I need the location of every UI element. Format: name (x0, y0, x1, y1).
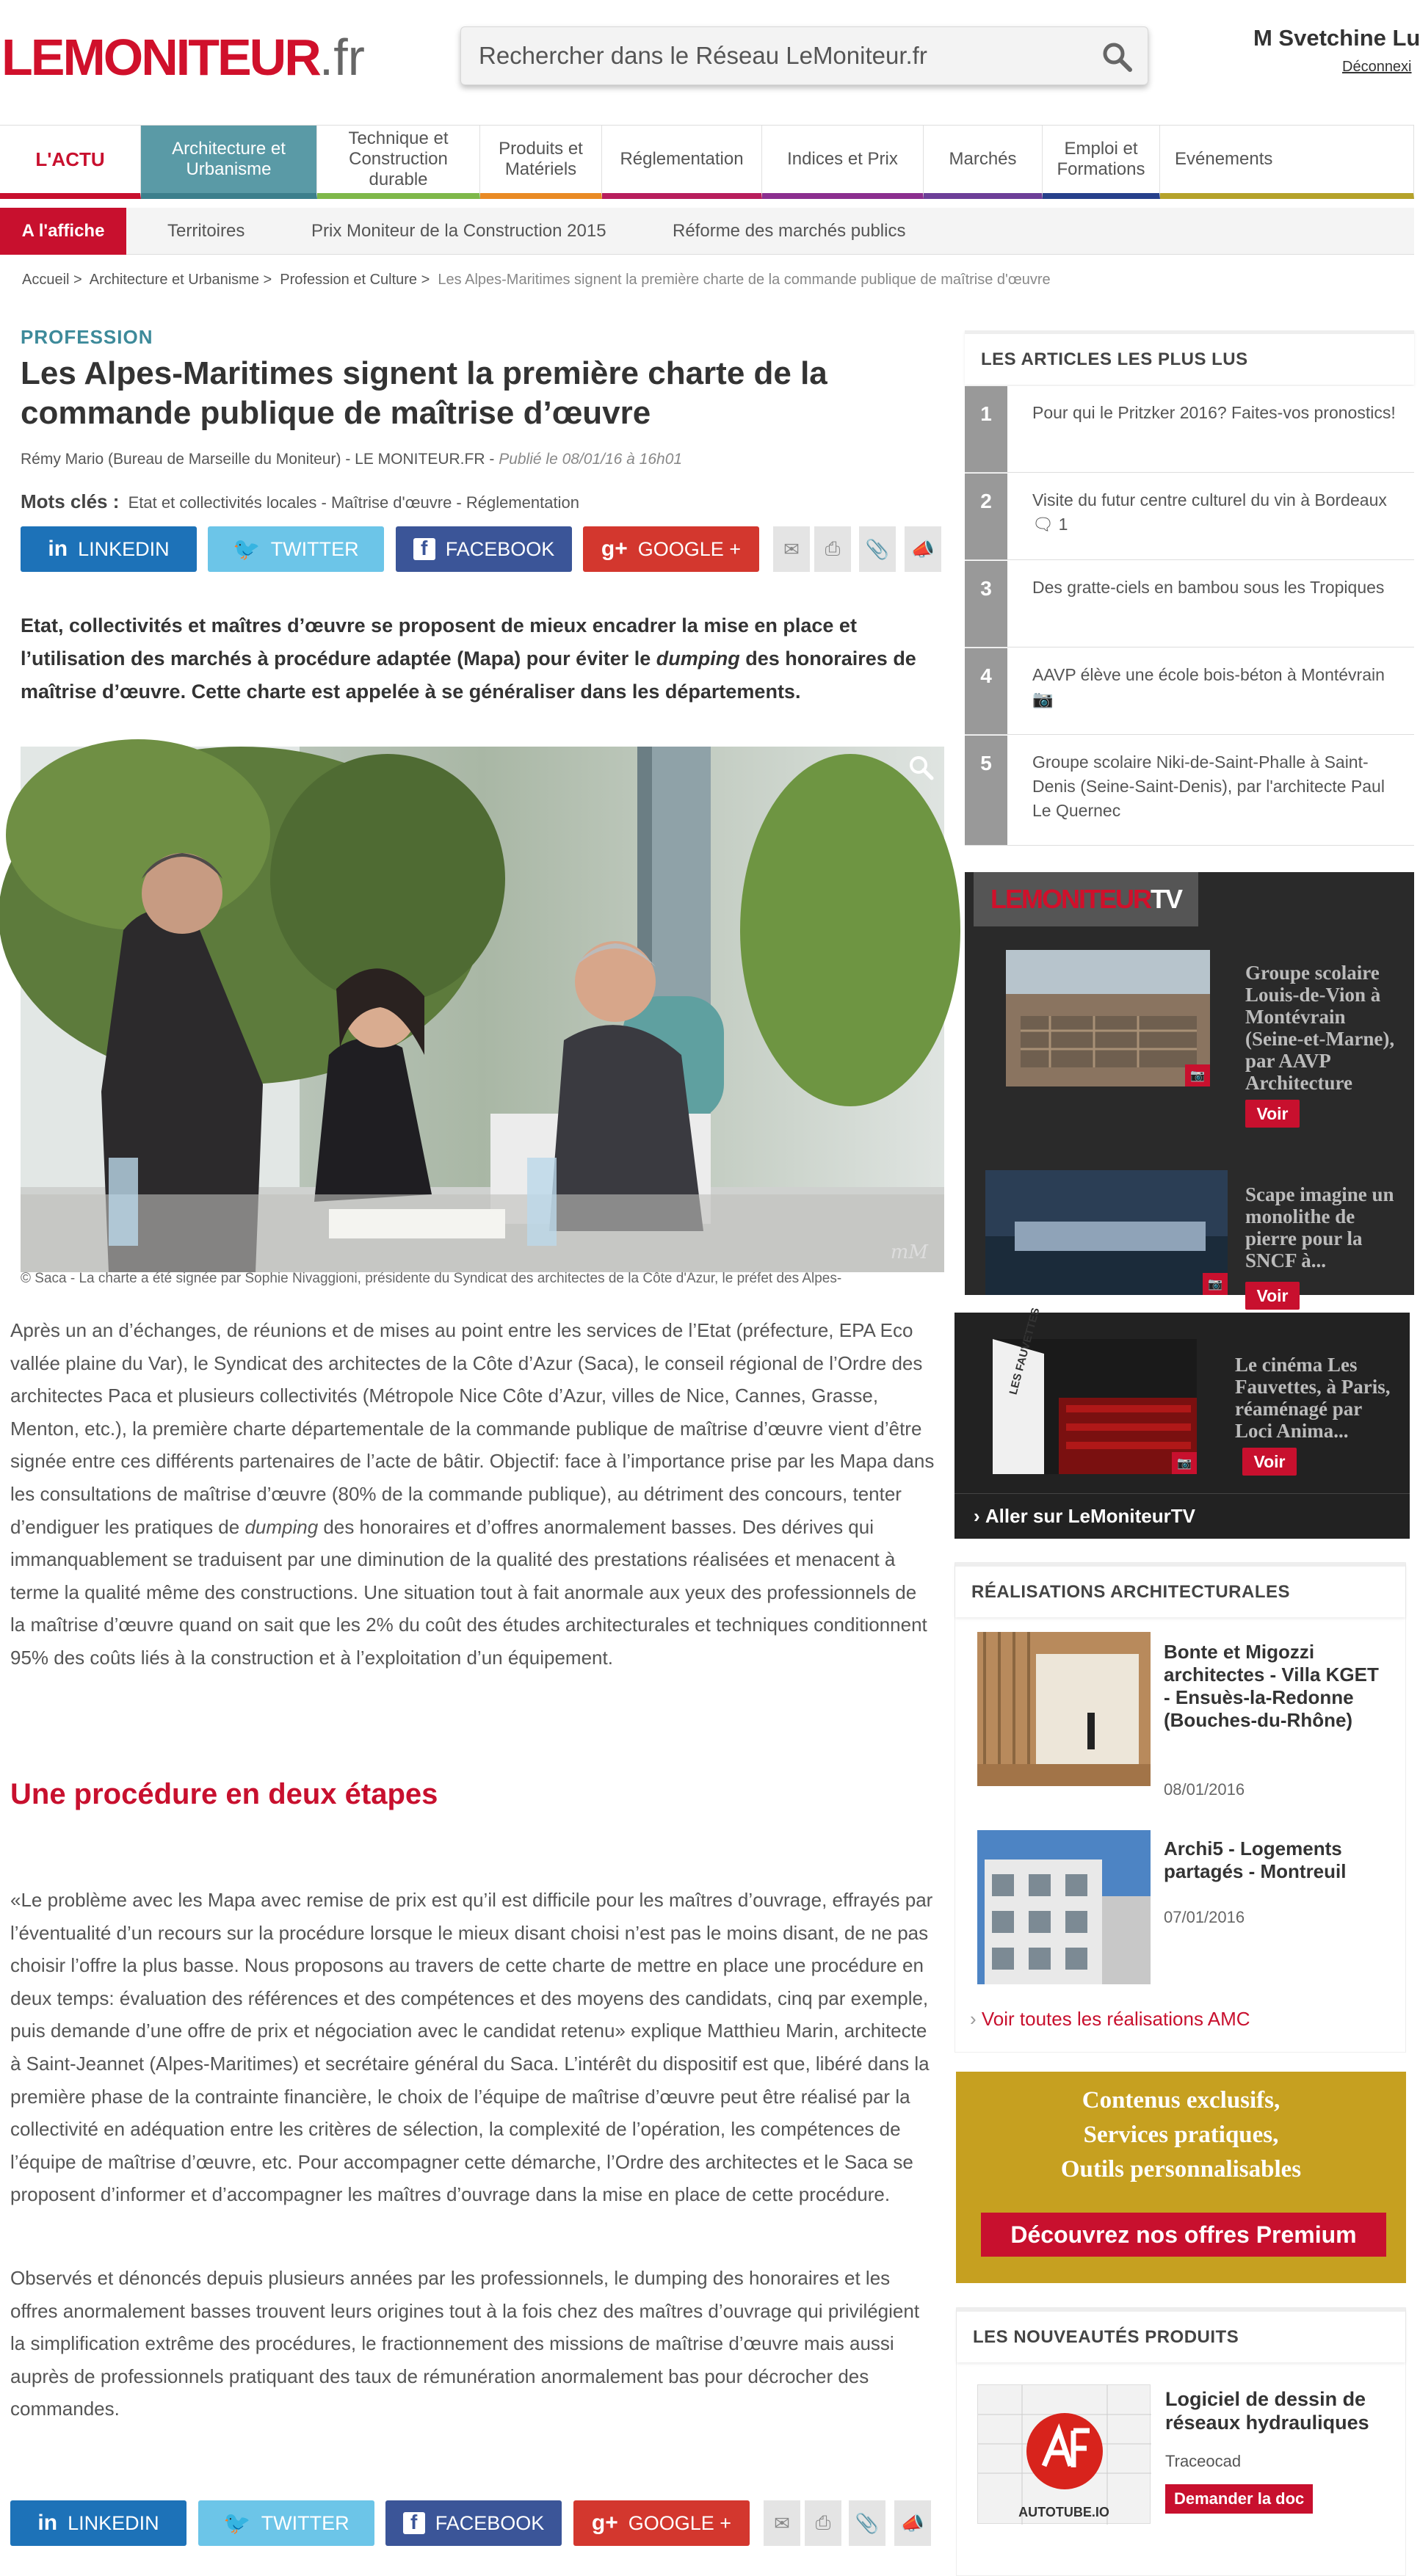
product-image[interactable] (977, 2384, 1151, 2524)
products-header: LES NOUVEAUTÉS PRODUITS (957, 2308, 1405, 2362)
tv-thumbnail[interactable] (1006, 950, 1210, 1086)
article-paragraph: Observés et dénoncés depuis plusieurs années par les professionnels, le dumping des honoraires et les offres anormalement basses trouvent leurs origines tout à la fois chez des maîtres d’ouvrage qui privilégient la simplification extrême des procédures, le fractionnement des missions de maîtrise d’œuvre mais aussi auprès de professionnels pratiquant des taux de rémunération anormalement bas pour décrocher des commandes. (10, 2267, 920, 2420)
megaphone-icon[interactable]: 📣 (905, 526, 941, 572)
nav-marches[interactable]: Marchés (924, 126, 1043, 199)
nav-technique[interactable]: Technique et Construction durable (317, 126, 480, 199)
most-read-text: AAVP élève une école bois-béton à Montévrain (1032, 665, 1385, 684)
nav-evenements[interactable]: Evénements (1160, 126, 1414, 199)
nav-produits[interactable]: Produits et Matériels (480, 126, 602, 199)
share-twitter-button[interactable] (208, 526, 384, 572)
rank-number: 1 (965, 386, 1007, 472)
subnav-territoires[interactable]: Territoires (167, 221, 245, 241)
rank-number: 3 (965, 561, 1007, 647)
tv-thumbnail[interactable] (985, 1170, 1228, 1295)
most-read-item[interactable] (965, 736, 1414, 846)
nav-indices[interactable]: Indices et Prix (762, 126, 924, 199)
products-box (956, 2307, 1406, 2576)
attach-icon[interactable]: 📎 (859, 526, 896, 572)
article-lede (21, 609, 931, 708)
realisation-title[interactable]: Bonte et Migozzi architectes - Villa KGET - Ensuès-la-Redonne (Bouches-du-Rhône) (1164, 1641, 1379, 1731)
tv-logo-suffix: TV (1150, 884, 1181, 914)
video-icon: 📷 (1203, 1273, 1228, 1295)
premium-text (956, 2083, 1406, 2187)
share-google-button[interactable] (583, 526, 759, 572)
tv-thumbnail[interactable] (993, 1306, 1197, 1474)
most-read-title (1032, 488, 1399, 537)
share-google-label: GOOGLE + (628, 2511, 732, 2534)
product-logo-text: AUTOTUBE.IO (1018, 2505, 1109, 2519)
nav-emploi[interactable]: Emploi et Formations (1043, 126, 1160, 199)
rank-number: 5 (965, 736, 1007, 845)
nav-actu[interactable]: L'ACTU (0, 126, 141, 199)
keywords-label: Mots clés : (21, 490, 120, 512)
keyword-link[interactable]: Maîtrise d'œuvre (330, 493, 452, 512)
premium-button[interactable]: Découvrez nos offres Premium (981, 2213, 1386, 2257)
paragraph-text: des honoraires et d’offres anormalement basses. Des dérives qui immanquablement se traduisent par une diminution de la qualité des prestations réalisées et menacent à terme la qualité même des constructions. Une situation tout à fait anormale aux yeux des professionnels de la maîtrise d’œuvre quand on sait que les 2% du coût des études architecturales et techniques conditionnent 95% des coûts liés à la construction et à l’exploitation d’un équipement. (10, 1515, 927, 1669)
premium-banner[interactable] (956, 2072, 1406, 2283)
linkedin-icon: in (37, 2511, 58, 2535)
breadcrumb-architecture[interactable]: Architecture et Urbanisme (89, 272, 259, 288)
realisation-title[interactable]: Archi5 - Logements partagés - Montreuil (1164, 1837, 1347, 1882)
linkedin-icon: in (48, 537, 68, 561)
video-icon: 📷 (1185, 1064, 1210, 1086)
share-facebook-label: FACEBOOK (445, 537, 555, 560)
keyword-link[interactable]: Etat et collectivités locales (128, 493, 317, 512)
article-paragraph: «Le problème avec les Mapa avec remise de prix est qu’il est difficile pour les maîtres d’ouvrage, effrayés par l’éventualité d’un recours sur la procédure lorsque le mieux disant choisi n’est pas le moins disant, de ne pas choisir l’offre la plus basse. Nous proposons au travers de cette charte de mettre en place une procédure en deux temps: évaluation des références et des compétences et des moyens des candidats, cinq par exemple, puis demande d’une offre de prix et négociation avec le candidat retenu» explique Matthieu Marin, architecte à Saint-Jeannet (Alpes-Maritimes) et secrétaire général du Saca. L’intérêt du dispositif est que, libéré dans la première phase de la contrainte financière, le choix de l’équipe de maîtrise d’œuvre peut être réalisé par la collectivité en adéquation entre les critères de sélection, la complexité de l’opération, les compétences de l’équipe de maîtrise d’œuvre, etc. Pour accompagner cette démarche, l’Ordre des architectes et le Saca se proposent d’informer et d’accompagner les maîtres d’ouvrage dans la mise en place de cette procédure. (10, 1889, 933, 2206)
realisation-image[interactable] (977, 1830, 1151, 1984)
share-linkedin-label: LINKEDIN (78, 537, 170, 560)
premium-line: Outils personnalisables (1060, 2156, 1302, 2183)
most-read-item[interactable] (965, 474, 1414, 560)
most-read-title: Groupe scolaire Niki-de-Saint-Phalle à Saint-Denis (Seine-Saint-Denis), par l'architecte Paul Le Quernec (1032, 752, 1385, 820)
twitter-icon: 🐦 (233, 537, 261, 562)
tv-voir-button[interactable]: Voir (1245, 1282, 1300, 1310)
video-icon: 📷 (1172, 1452, 1197, 1474)
realisations-box (954, 1562, 1406, 2053)
moniteur-tv-logo[interactable] (974, 872, 1198, 926)
keywords: Mots clés : Etat et collectivités locales - Maîtrise d'œuvre - Réglementation (21, 490, 579, 512)
tv-logo-main: LEMONITEUR (990, 884, 1151, 914)
share-twitter-label: TWITTER (270, 537, 359, 560)
breadcrumb: Accueil > Architecture et Urbanisme > Profession et Culture > Les Alpes-Maritimes signent la première charte de la commande publique de maîtrise d'œuvre (22, 272, 1051, 288)
keyword-link[interactable]: Réglementation (466, 493, 579, 512)
most-read-text: Visite du futur centre culturel du vin à Bordeaux (1032, 490, 1387, 509)
share-twitter-button[interactable] (198, 2500, 374, 2546)
realisation-date: 07/01/2016 (1164, 1908, 1245, 1926)
nav-reglementation[interactable]: Réglementation (602, 126, 762, 199)
lede-text: Etat, collectivités et maîtres d’œuvre se proposent de mieux encadrer la mise en place et l’utilisation des marchés à procédure adaptée (Mapa) pour éviter le (21, 614, 857, 670)
article-paragraph (10, 1314, 935, 1675)
site-logo[interactable] (1, 28, 365, 87)
tv-item-title[interactable]: Scape imagine un monolithe de pierre pour la SNCF à... (1245, 1183, 1394, 1271)
nav-architecture[interactable]: Architecture et Urbanisme (141, 126, 317, 199)
google-plus-icon: g+ (601, 537, 628, 561)
premium-line: Contenus exclusifs, (1082, 2087, 1280, 2114)
share-linkedin-button[interactable] (21, 526, 197, 572)
rank-number: 2 (965, 474, 1007, 559)
attach-icon[interactable]: 📎 (849, 2500, 885, 2546)
breadcrumb-current: Les Alpes-Maritimes signent la première charte de la commande publique de maîtrise d'œuvre (438, 272, 1051, 288)
breadcrumb-accueil[interactable]: Accueil (22, 272, 70, 288)
tv-item-title[interactable]: Groupe scolaire Louis-de-Vion à Montévrain (Seine-et-Marne), par AAVP Architecture (1245, 962, 1395, 1094)
share-facebook-button[interactable] (385, 2500, 562, 2546)
share-linkedin-button[interactable] (10, 2500, 186, 2546)
subnav-prix-moniteur[interactable]: Prix Moniteur de la Construction 2015 (311, 221, 606, 241)
tv-video-image (985, 1170, 1228, 1295)
realisation-image[interactable] (977, 1632, 1151, 1786)
chevron-right-icon: › (974, 1505, 985, 1527)
logo-tld: .fr (319, 29, 365, 86)
logo-main: LEMONITEUR (1, 29, 319, 86)
tv-video-image (1006, 950, 1210, 1086)
twitter-icon: 🐦 (223, 2511, 251, 2536)
share-google-button[interactable] (573, 2500, 750, 2546)
share-linkedin-label: LINKEDIN (68, 2511, 159, 2534)
most-read-title (1032, 663, 1399, 711)
realisation-photo (977, 1830, 1151, 1984)
comment-icon: 🗨 (1032, 515, 1054, 534)
article-photo[interactable] (21, 747, 944, 1272)
share-twitter-label: TWITTER (261, 2511, 349, 2534)
most-read-title: Pour qui le Pritzker 2016? Faites-vos pronostics! (1032, 403, 1396, 422)
realisation-photo (977, 1632, 1151, 1786)
chevron-right-icon: › (970, 2008, 982, 2030)
rank-number: 4 (965, 648, 1007, 734)
lede-emphasis: dumping (656, 647, 740, 670)
most-read-item[interactable] (965, 648, 1414, 735)
tv-voir-button[interactable]: Voir (1242, 1448, 1297, 1476)
photo-caption: © Saca - La charte a été signée par Sophie Nivaggioni, présidente du Syndicat des architectes de la Côte d'Azur, le préfet des Alpes- (21, 1271, 842, 1286)
facebook-icon: f (403, 2512, 425, 2534)
share-facebook-label: FACEBOOK (435, 2511, 545, 2534)
subnav-reforme[interactable]: Réforme des marchés publics (673, 221, 906, 241)
share-facebook-button[interactable] (396, 526, 572, 572)
article-author: Rémy Mario (Bureau de Marseille du Moniteur) - LE MONITEUR.FR (21, 451, 485, 468)
email-icon[interactable]: ✉ (773, 526, 810, 572)
share-google-label: GOOGLE + (637, 537, 742, 560)
tv-item-title[interactable]: Le cinéma Les Fauvettes, à Paris, réaménagé par Loci Anima... (1235, 1354, 1391, 1442)
request-doc-button[interactable]: Demander la doc (1165, 2484, 1313, 2514)
realisations-header: RÉALISATIONS ARCHITECTURALES (955, 1563, 1405, 1617)
paragraph-text: Après un an d’échanges, de réunions et de mises au point entre les services de l’Etat (préfecture, EPA Eco vallée plaine du Var), le Syndicat des architectes de la Côte d’Azur (Saca), le conseil régional de l’Ordre des architectes Paca et plusieurs collectivités (Métropole Nice Côte d’Azur, villes de Nice, Cannes, Grasse, Menton, etc.), la première charte départementale de la commande publique de maîtrise d’œuvre vient d’être signée entre ces différents partenaires de l’acte de bâtir. Objectif: face à l’importance prise par les Mapa dans les consultations de maîtrise d’œuvre (80% de la commande publique), au détriment des concours, tenter d’endiguer les pratiques de (10, 1319, 935, 1538)
search-box (460, 26, 1148, 85)
most-read-title: Des gratte-ciels en bambou sous les Tropiques (1032, 578, 1385, 597)
search-input[interactable] (479, 27, 1066, 84)
google-plus-icon: g+ (591, 2511, 618, 2535)
product-name[interactable]: Logiciel de dessin de réseaux hydrauliques (1165, 2388, 1369, 2434)
realisation-date: 08/01/2016 (1164, 1780, 1245, 1799)
print-icon[interactable]: ⎙ (805, 2500, 841, 2546)
paragraph-emphasis: dumping (244, 1515, 319, 1538)
most-read-header: LES ARTICLES LES PLUS LUS (965, 330, 1414, 385)
comment-count: 1 (1058, 515, 1068, 534)
logout-link[interactable]: Déconnexi (1342, 59, 1412, 75)
camera-icon: 📷 (1032, 689, 1054, 708)
print-icon[interactable]: ⎙ (814, 526, 851, 572)
main-nav (0, 125, 1414, 198)
most-read-item[interactable] (965, 561, 1414, 647)
photo-illustration (21, 747, 944, 1272)
tv-link-label: Aller sur LeMoniteurTV (985, 1505, 1195, 1527)
cinema-sign: LES FAUVETTES (1007, 1306, 1043, 1396)
photo-signature: mM (890, 1241, 928, 1263)
email-icon[interactable]: ✉ (764, 2500, 800, 2546)
realisations-link-label: Voir toutes les réalisations AMC (981, 2008, 1250, 2030)
breadcrumb-profession[interactable]: Profession et Culture (280, 272, 418, 288)
tv-link[interactable] (954, 1493, 1410, 1539)
article-byline: Rémy Mario (Bureau de Marseille du Moniteur) - LE MONITEUR.FR - Publié le 08/01/16 à 16h01 (21, 451, 683, 468)
product-logo-graphic (978, 2385, 1151, 2525)
product-brand: Traceocad (1165, 2452, 1242, 2470)
article-date: Publié le 08/01/16 à 16h01 (499, 451, 683, 468)
realisations-link[interactable] (970, 2008, 1250, 2031)
article-title: Les Alpes-Maritimes signent la première charte de la commande publique de maîtrise d’œuvre (21, 355, 827, 431)
most-read-item[interactable] (965, 386, 1414, 473)
article-kicker[interactable]: PROFESSION (21, 326, 153, 348)
facebook-icon: f (413, 538, 435, 560)
zoom-icon[interactable] (908, 754, 934, 780)
moniteur-tv-box (965, 872, 1414, 1305)
lede-text: des honoraires de maîtrise d’œuvre. Cette charte est appelée à se généraliser dans les départements. (21, 647, 916, 703)
tv-voir-button[interactable]: Voir (1245, 1100, 1300, 1128)
megaphone-icon[interactable]: 📣 (894, 2500, 931, 2546)
user-name[interactable]: M Svetchine Lu (1253, 25, 1420, 51)
premium-line: Services pratiques, (1083, 2122, 1279, 2148)
article-subheading: Une procédure en deux étapes (10, 1778, 438, 1810)
search-icon[interactable] (1101, 40, 1133, 73)
subnav-affiche[interactable]: A l'affiche (0, 208, 126, 255)
